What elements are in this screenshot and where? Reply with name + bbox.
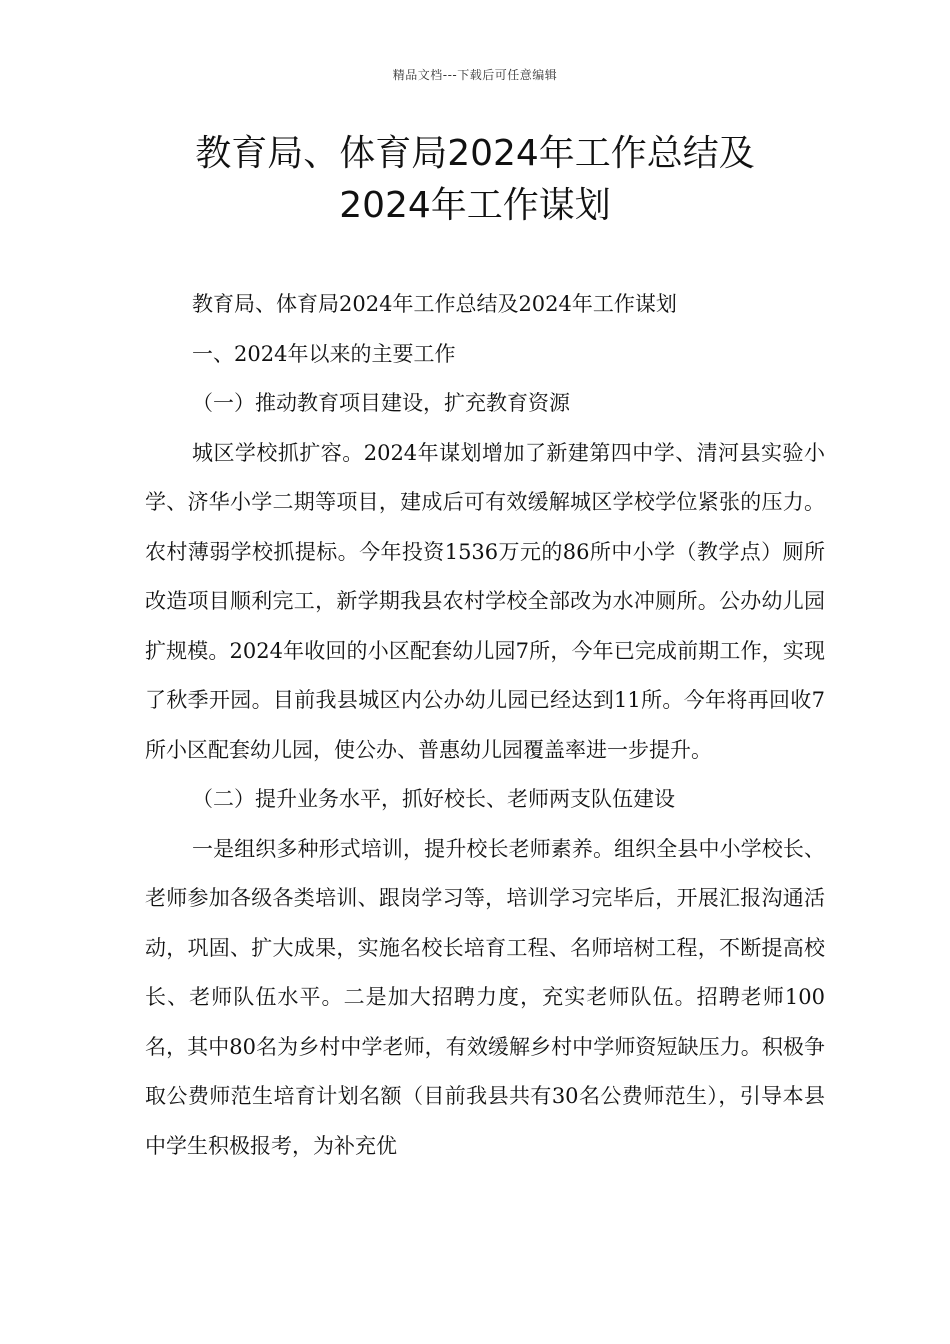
section-heading-main-work: 一、2024年以来的主要工作 [192, 341, 456, 366]
body-paragraph-1: 城区学校抓扩容。2024年谋划增加了新建第四中学、清河县实验小学、济华小学二期等项目，建成后可有效缓解城区学校学位紧张的压力。农村薄弱学校抓提标。今年投资1536万元的86所中小学（教学点）厕所改造项目顺利完工，新学期我县农村学校全部改为水冲厕所。公办幼儿园扩规模。2024年收回的小区配套幼儿园7所，今年已完成前期工作，实现了秋季开园。目前我县城区内公办幼儿园已经达到11所。今年将再回收7所小区配套幼儿园，使公办、普惠幼儿园覆盖率进一步提升。 [145, 440, 825, 762]
document-title [60, 128, 890, 232]
document-title-line-2: 2024年工作谋划 [339, 185, 611, 226]
subsection-heading-1: （一）推动教育项目建设，扩充教育资源 [192, 391, 570, 415]
page-header-note: 精品文档---下载后可任意编辑 [392, 68, 558, 82]
document-title-line-1: 教育局、体育局2024年工作总结及 [195, 133, 755, 174]
body-paragraph-2: 一是组织多种形式培训，提升校长老师素养。组织全县中小学校长、老师参加各级各类培训、跟岗学习等，培训学习完毕后，开展汇报沟通活动，巩固、扩大成果，实施名校长培育工程、名师培树工程，不断提高校长、老师队伍水平。二是加大招聘力度，充实老师队伍。招聘老师100名，其中80名为乡村中学老师，有效缓解乡村中学师资短缺压力。积极争取公费师范生培育计划名额（目前我县共有30名公费师范生），引导本县中学生积极报考，为补充优 [145, 836, 825, 1158]
body-paragraph-repeat-title: 教育局、体育局2024年工作总结及2024年工作谋划 [192, 292, 677, 316]
subsection-heading-2: （二）提升业务水平，抓好校长、老师两支队伍建设 [192, 787, 675, 811]
document-body [145, 280, 825, 1171]
